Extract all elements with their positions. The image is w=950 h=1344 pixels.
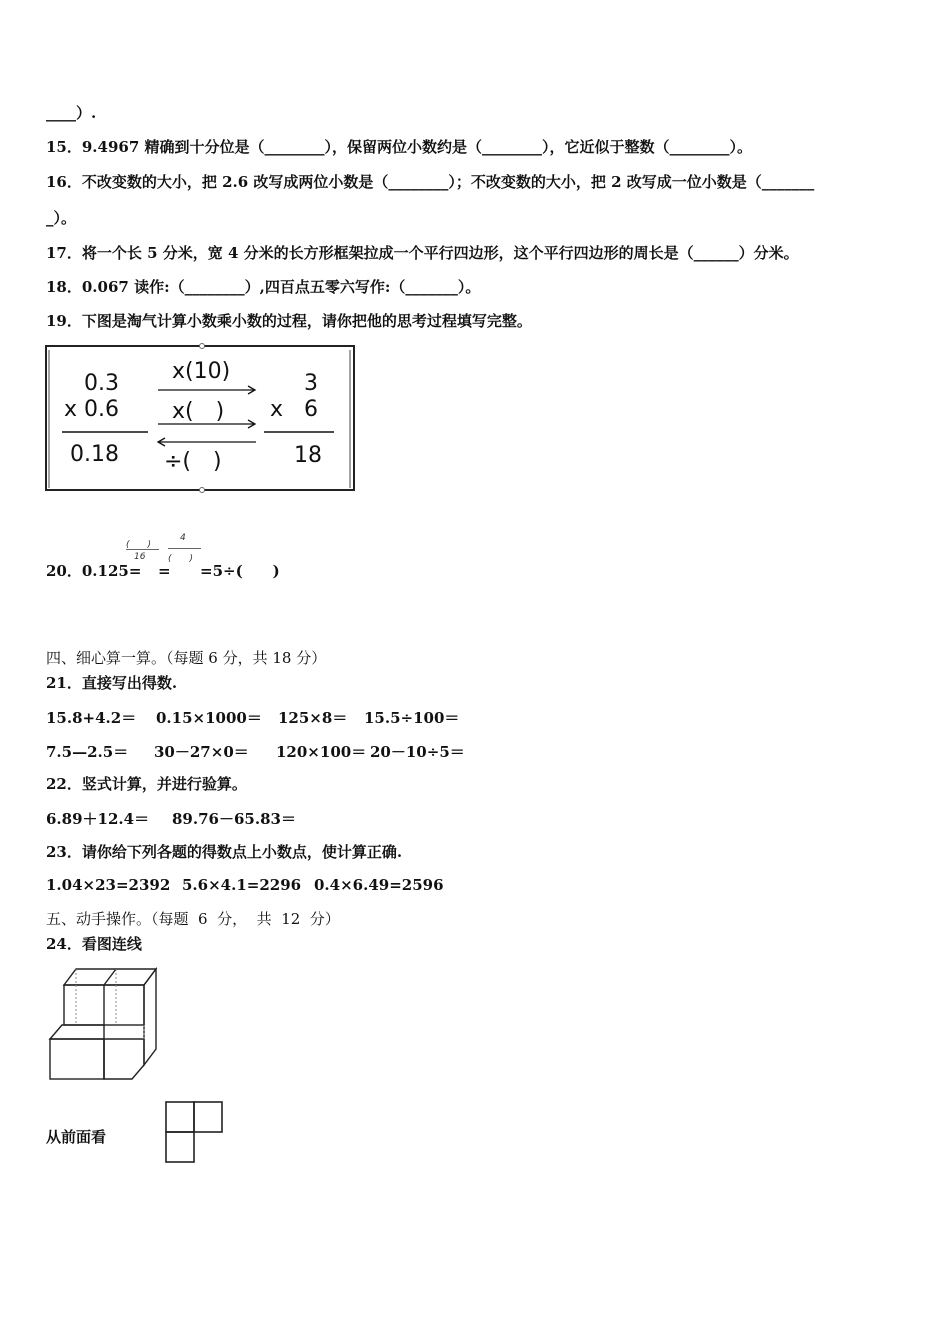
question-22: 22．竖式计算，并进行验算。 (46, 775, 247, 793)
cube-stack-figure (44, 965, 162, 1085)
section-4-heading: 四、细心算一算。（每题 6 分，共 18 分） (46, 649, 327, 667)
front-view-label: 从前面看 (46, 1128, 107, 1146)
question-23: 23．请你给下列各题的得数点上小数点，使计算正确. (46, 843, 403, 861)
question-20-right: =5÷( ) (200, 562, 280, 580)
q20-frac2-bar (168, 548, 201, 549)
fig-left-top: 0.3 (84, 371, 119, 396)
q21-r2-c2: 30－27×0＝ (154, 743, 249, 761)
q14-tail: ____）. (46, 104, 97, 122)
q22-c1: 6.89＋12.4＝ (46, 810, 150, 828)
q21-r2-c1: 7.5—2.5＝ (46, 743, 129, 761)
multiplication-process-figure (44, 340, 358, 494)
question-20-mid: = (158, 562, 171, 580)
q21-r1-c1: 15.8+4.2＝ (46, 709, 137, 727)
question-18: 18．0.067 读作:（________）,四百点五零六写作:（_______）。 (46, 278, 481, 296)
fig-right-bottom: 18 (294, 443, 322, 468)
q23-c1: 1.04×23=2392 (46, 876, 171, 894)
fig-left-bottom: 0.18 (70, 442, 119, 467)
fig-arrow1-label: x(10) (172, 359, 231, 384)
q21-r2-c3: 120×100＝ (276, 743, 367, 761)
fig-left-mid: x 0.6 (64, 397, 119, 422)
front-view-shape (162, 1098, 226, 1166)
question-21: 21．直接写出得数. (46, 674, 178, 692)
q20-frac2-numerator: 4 (180, 533, 186, 543)
q21-r1-c2: 0.15×1000＝ (156, 709, 262, 727)
q20-frac2-denominator: ( ) (168, 554, 194, 564)
q23-c2: 5.6×4.1=2296 (182, 876, 302, 894)
question-20-left: 20．0.125= (46, 562, 142, 580)
question-16-line1: 16．不改变数的大小，把 2.6 改写成两位小数是（________）；不改变数的大小，把 2 改写成一位小数是（_______ (46, 173, 815, 191)
question-17: 17．将一个长 5 分米，宽 4 分米的长方形框架拉成一个平行四边形，这个平行四边形的周长是（______）分米。 (46, 244, 799, 262)
q21-r1-c3: 125×8＝ (278, 709, 348, 727)
q21-r2-c4: 20－10÷5＝ (370, 743, 465, 761)
section-5-heading: 五、动手操作。（每题 6 分， 共 12 分） (46, 910, 340, 928)
question-16-line2: _）。 (46, 209, 77, 227)
fig-arrow3-label: ÷( ) (164, 449, 222, 474)
q20-frac1-numerator: ( ) (126, 540, 152, 550)
q23-c3: 0.4×6.49=2596 (314, 876, 444, 894)
question-19: 19．下图是淘气计算小数乘小数的过程，请你把他的思考过程填写完整。 (46, 312, 532, 330)
fig-right-mid: 6 (304, 397, 318, 422)
q20-frac1-denominator: 16 (134, 552, 146, 562)
fig-arrow2-label: x( ) (172, 399, 225, 424)
q22-c2: 89.76－65.83＝ (172, 810, 296, 828)
q21-r1-c4: 15.5÷100＝ (364, 709, 460, 727)
question-15: 15．9.4967 精确到十分位是（________），保留两位小数约是（________），它近似于整数（________）。 (46, 138, 753, 156)
fig-right-x: x (270, 397, 284, 422)
fig-right-top: 3 (304, 371, 318, 396)
q20-frac1-bar (126, 549, 159, 550)
question-24: 24．看图连线 (46, 935, 142, 953)
